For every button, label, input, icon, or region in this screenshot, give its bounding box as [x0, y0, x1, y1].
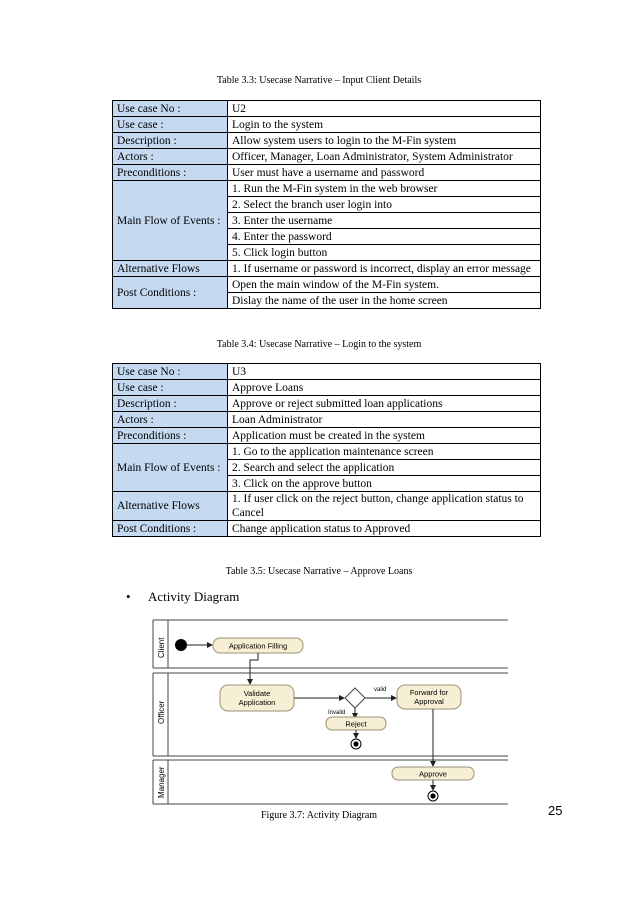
bullet-activity-diagram	[126, 589, 239, 605]
row-value: Approve Loans	[228, 380, 541, 396]
lane-label-manager: Manager	[157, 766, 166, 798]
table-row	[113, 428, 541, 444]
end-node-approve-dot	[430, 793, 435, 798]
table-row	[113, 101, 541, 117]
flow-step: 3. Click on the approve button	[228, 476, 541, 492]
row-value: Application must be created in the system	[228, 428, 541, 444]
row-key: Post Conditions :	[113, 277, 228, 309]
flow-step: 3. Enter the username	[228, 213, 541, 229]
table-row	[113, 133, 541, 149]
table-row	[113, 521, 541, 537]
table-caption-approve: Table 3.5: Usecase Narrative – Approve Loans	[225, 566, 413, 577]
node-forward-label-1: Forward for	[409, 688, 449, 697]
row-value: Officer, Manager, Loan Administrator, System Administrator	[228, 149, 541, 165]
row-key: Use case :	[113, 380, 228, 396]
table-row	[113, 396, 541, 412]
row-key: Description :	[113, 133, 228, 149]
row-value: Loan Administrator	[228, 412, 541, 428]
row-value: Login to the system	[228, 117, 541, 133]
row-key: Use case No :	[113, 101, 228, 117]
decision-node	[345, 688, 365, 708]
table-row	[113, 492, 541, 521]
table-row	[113, 380, 541, 396]
row-value: U3	[228, 364, 541, 380]
table-caption-top: Table 3.3: Usecase Narrative – Input Client Details	[216, 75, 422, 86]
start-node	[175, 639, 187, 651]
table-row	[113, 412, 541, 428]
usecase-table-login	[112, 100, 541, 309]
usecase-table-approve	[112, 363, 541, 537]
row-key: Alternative Flows	[113, 261, 228, 277]
table-row	[113, 364, 541, 380]
table-row	[113, 165, 541, 181]
bullet-text: Activity Diagram	[148, 589, 240, 604]
row-value: Allow system users to login to the M-Fin system	[228, 133, 541, 149]
row-key: Preconditions :	[113, 428, 228, 444]
table-row	[113, 149, 541, 165]
row-value: Change application status to Approved	[228, 521, 541, 537]
row-key: Main Flow of Events :	[113, 444, 228, 492]
flow-step: 1. Run the M-Fin system in the web browser	[228, 181, 541, 197]
row-key: Actors :	[113, 412, 228, 428]
row-key: Main Flow of Events :	[113, 181, 228, 261]
guard-valid: valid	[374, 687, 387, 693]
row-value: Dislay the name of the user in the home screen	[228, 293, 541, 309]
row-key: Actors :	[113, 149, 228, 165]
node-application-filling-label: Application Filling	[228, 641, 288, 651]
table-row	[113, 261, 541, 277]
table-row	[113, 277, 541, 293]
row-key: Use case :	[113, 117, 228, 133]
node-validate-label-1: Validate	[243, 689, 271, 698]
row-value: Approve or reject submitted loan applications	[228, 396, 541, 412]
flow-step: 5. Click login button	[228, 245, 541, 261]
end-node-reject-dot	[353, 741, 358, 746]
table-row	[113, 444, 541, 460]
bullet-icon: •	[126, 589, 131, 604]
table-row	[113, 117, 541, 133]
row-key: Preconditions :	[113, 165, 228, 181]
guard-invalid: Invalid	[328, 710, 346, 716]
lane-label-officer: Officer	[157, 700, 166, 724]
node-forward-label-2: Approval	[414, 697, 444, 706]
row-value: User must have a username and password	[228, 165, 541, 181]
flow-step: 4. Enter the password	[228, 229, 541, 245]
table-row	[113, 181, 541, 197]
row-value: 1. If username or password is incorrect, display an error message	[228, 261, 541, 277]
row-key: Use case No :	[113, 364, 228, 380]
flow-step: 1. Go to the application maintenance screen	[228, 444, 541, 460]
row-value: 1. If user click on the reject button, change application status to Cancel	[228, 492, 541, 521]
table-caption-login: Table 3.4: Usecase Narrative – Login to the system	[216, 339, 422, 350]
row-value: Open the main window of the M-Fin system.	[228, 277, 541, 293]
row-key: Alternative Flows	[113, 492, 228, 521]
figure-caption: Figure 3.7: Activity Diagram	[260, 810, 378, 821]
flow-step: 2. Select the branch user login into	[228, 197, 541, 213]
page-number: 25	[548, 803, 563, 818]
row-value: U2	[228, 101, 541, 117]
node-reject-label: Reject	[345, 719, 367, 729]
row-key: Post Conditions :	[113, 521, 228, 537]
flow-step: 2. Search and select the application	[228, 460, 541, 476]
node-approve-label: Approve	[419, 769, 447, 779]
row-key: Description :	[113, 396, 228, 412]
lane-label-client: Client	[157, 637, 166, 658]
activity-diagram	[150, 618, 508, 806]
node-validate-label-2: Application	[238, 698, 276, 707]
